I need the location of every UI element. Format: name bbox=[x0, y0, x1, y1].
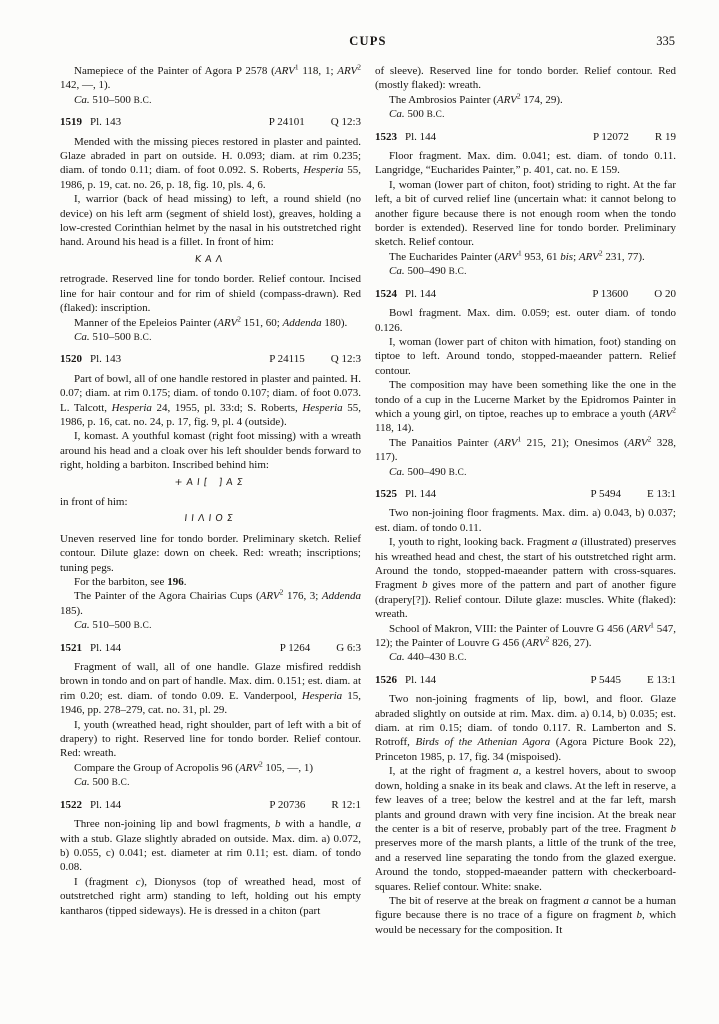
paragraph: I, youth (wreathed head, right shoulder, part of left with a bit of drapery) to right. Reserved line for tondo border. Relief contour. Red: wreath. bbox=[60, 718, 361, 760]
paragraph: I (fragment c), Dionysos (top of wreathed head, most of outstretched right arm) standing to left, holding out his empty kantharos (tipped sideways). He is dressed in a chiton (part bbox=[60, 875, 361, 917]
running-head bbox=[60, 34, 676, 51]
paragraph: Compare the Group of Acropolis 96 (ARV$^2$ 105, —, 1) bbox=[74, 759, 314, 774]
entry-inventory-number: P 5445 bbox=[590, 673, 621, 686]
entry-number: 1524 bbox=[375, 287, 397, 300]
paragraph: The bit of reserve at the break on fragment a cannot be a human figure because there is no trace of a figure on fragment b, which would be necessary for the composition. It bbox=[375, 894, 676, 936]
entry-header-1522 bbox=[60, 798, 361, 812]
paragraph: I, woman (lower part of chiton, foot) striding to right. At the far left, a bit of curved relief line (uncertain what: it cannot belong to another figure because there is not enough room when the tondo border is extended). Reserved line for tondo border. Preliminary sketch. Relief contour. bbox=[375, 178, 676, 249]
entry-plate-reference: Pl. 143 bbox=[90, 116, 122, 129]
two-column-layout bbox=[60, 64, 676, 937]
paragraph: Two non-joining fragments of lip, bowl, and floor. Glaze abraded slightly on outside at rim. Max. dim. a) 0.14, b) 0.035; est. diam. at rim 0.15; diam. of tondo 0.117. R. Lamberton and S. Rotroff, Birds of the Athenian Agora (Agora Picture Book 22), Princeton 1985, p. 17, fig. 34 (mispoised). bbox=[375, 693, 677, 763]
greek-inscription: ΚΑΛ bbox=[194, 253, 227, 265]
entry-plate-reference: Pl. 144 bbox=[405, 673, 437, 686]
entry-grid-reference: E 13:1 bbox=[646, 673, 676, 686]
entry-grid-reference: G 6:3 bbox=[336, 641, 361, 654]
entry-header-1524 bbox=[375, 287, 676, 301]
paragraph: Mended with the missing pieces restored in plaster and painted. Glaze abraded in part on outside. H. 0.093; diam. at rim 0.235; diam. of tondo 0.11; diam. of foot 0.092. S. Roberts, Hesperia 55, 1986, p. 19, cat. no. 26, p. 18, fig. 10, pls. 4, 6. bbox=[60, 135, 362, 191]
entry-grid-reference: Q 12:3 bbox=[330, 353, 361, 366]
date-line: Ca. 500–490 B.C. bbox=[389, 265, 467, 278]
entry-plate-reference: Pl. 143 bbox=[90, 353, 122, 366]
paragraph: Floor fragment. Max. dim. 0.041; est. diam. of tondo 0.11. Langridge, “Eucharides Painter,” p. 401, cat. no. E 159. bbox=[375, 150, 676, 177]
paragraph: The Panaitios Painter (ARV$^1$ 215, 21); Onesimos (ARV$^2$ 328, 117). bbox=[375, 434, 676, 464]
paragraph: I, warrior (back of head missing) to left, a round shield (no device) on his left arm (segment of shield lost), greaves, holding a low-crested Corinthian helmet by the nasal in his outstretched right hand. Around his head is a fillet. In front of him: bbox=[60, 193, 361, 249]
paragraph: Part of bowl, all of one handle restored in plaster and painted. H. 0.07; diam. at rim 0.175; diam. of tondo 0.107; diam. of foot 0.073. L. Talcott, Hesperia 24, 1955, pl. 33:d; S. Roberts, Hesperia 55, 1986, p. 16, cat. no. 24, p. 17, fig. 9, pl. 4 (outside). bbox=[60, 372, 361, 428]
entry-number: 1525 bbox=[375, 487, 397, 500]
paragraph: Bowl fragment. Max. dim. 0.059; est. outer diam. of tondo 0.126. bbox=[375, 307, 676, 334]
page-number: 335 bbox=[656, 34, 675, 48]
date-line: Ca. 500–490 B.C. bbox=[389, 465, 467, 478]
paragraph: The composition may have been something like the one in the tondo of a cup in the Lucerne Market by the Epidromos Painter in which a young girl, on tiptoe, reaches up to embrace a youth (ARV$^2$ 118, 14). bbox=[375, 379, 676, 435]
paragraph: I, woman (lower part of chiton with himation, foot) standing on tiptoe to left. Around tondo, stopped-maeander pattern. Relief contour. bbox=[375, 335, 676, 377]
paragraph: The Painter of the Agora Chairias Cups (ARV$^2$ 176, 3; Addenda 185). bbox=[60, 587, 361, 617]
entry-number: 1520 bbox=[60, 353, 82, 366]
entry-header-1526 bbox=[375, 673, 676, 687]
column-right bbox=[375, 64, 676, 937]
paragraph: Namepiece of the Painter of Agora P 2578 (ARV$^1$ 118, 1; ARV$^2$ 142, —, 1). bbox=[60, 62, 361, 92]
date-line: Ca. 500 B.C. bbox=[74, 776, 130, 789]
paragraph: in front of him: bbox=[60, 495, 128, 508]
entry-grid-reference: R 19 bbox=[654, 130, 676, 143]
paragraph: Uneven reserved line for tondo border. Preliminary sketch. Relief contour. Dilute glaze: down on cheek. Red: wreath; inscriptions; tuning pegs. bbox=[60, 532, 361, 574]
date-line: Ca. 510–500 B.C. bbox=[74, 93, 152, 106]
entry-inventory-number: P 5494 bbox=[590, 487, 621, 500]
entry-header-1521 bbox=[60, 641, 361, 655]
greek-inscription: +ΑΙ[ ]ΑΣ bbox=[173, 476, 248, 488]
entry-header-1523 bbox=[375, 130, 676, 144]
entry-header-1519 bbox=[60, 115, 361, 129]
entry-number: 1526 bbox=[375, 673, 397, 686]
entry-inventory-number: P 1264 bbox=[279, 641, 311, 654]
entry-number: 1521 bbox=[60, 641, 82, 654]
date-line: Ca. 510–500 B.C. bbox=[74, 330, 152, 343]
entry-plate-reference: Pl. 144 bbox=[405, 287, 437, 300]
entry-number: 1522 bbox=[60, 798, 82, 811]
paragraph: Fragment of wall, all of one handle. Glaze misfired reddish brown in tondo and on part of handle. Max. dim. 0.151; est. diam. at rim 0.20; est. diam. of tondo 0.09. E. Vanderpool, Hesperia 15, 1946, pp. 278–279, cat. no. 31, pl. 29. bbox=[60, 661, 362, 717]
entry-plate-reference: Pl. 144 bbox=[405, 130, 437, 143]
entry-header-1520 bbox=[60, 352, 361, 366]
entry-inventory-number: P 12072 bbox=[592, 130, 629, 143]
entry-grid-reference: Q 12:3 bbox=[330, 116, 361, 129]
paragraph: Two non-joining floor fragments. Max. dim. a) 0.043, b) 0.037; est. diam. of tondo 0.11. bbox=[375, 507, 676, 534]
paragraph: of sleeve). Reserved line for tondo border. Relief contour. Red (mostly flaked): wreath. bbox=[375, 65, 676, 92]
entry-plate-reference: Pl. 144 bbox=[90, 798, 122, 811]
date-line: Ca. 500 B.C. bbox=[389, 108, 445, 121]
entry-inventory-number: P 13600 bbox=[592, 287, 629, 300]
entry-plate-reference: Pl. 144 bbox=[405, 487, 437, 500]
paragraph: School of Makron, VIII: the Painter of Louvre G 456 (ARV$^1$ 547, 12); the Painter of Louvre G 456 (ARV$^2$ 826, 27). bbox=[375, 619, 677, 650]
entry-inventory-number: P 24101 bbox=[268, 116, 305, 129]
paragraph: For the barbiton, see 196. bbox=[74, 576, 187, 588]
paragraph: I, komast. A youthful komast (right foot missing) with a wreath around his head and a cloak over his left shoulder bends forward to right, holding a barbiton. Inscribed behind him: bbox=[60, 430, 361, 472]
entry-grid-reference: E 13:1 bbox=[646, 487, 676, 500]
paragraph: I, youth to right, looking back. Fragment a (illustrated) preserves his wreathed head and chest, the start of his outstretched right arm. Around the tondo, stopped-maeander pattern with cross-squares. Fragment b gives more of the pattern and part of another figure (drapery[?]). Relief contour. Dilute glaze: muscles. White (flaked): wreath. bbox=[375, 536, 676, 621]
paragraph: The Ambrosios Painter (ARV$^2$ 174, 29). bbox=[389, 91, 563, 106]
paragraph: The Eucharides Painter (ARV$^1$ 953, 61 bis; ARV$^2$ 231, 77). bbox=[389, 248, 645, 263]
entry-grid-reference: O 20 bbox=[654, 287, 676, 300]
entry-grid-reference: R 12:1 bbox=[331, 798, 361, 811]
paragraph: I, at the right of fragment a, a kestrel hovers, about to swoop down, holding a snake in its beak and claws. At the left in reserve, a few leaves of a tree; below the kestrel and at the far left, marsh plants and ground drawn with very fine incision. At the break near the center is a bit of reserve, probably part of the tree. Fragment b preserves more of the marsh plants, a little of the trunk of the tree, and a reserved line separating the tondo from the glazed exergue. Around the tondo, stopped-maeander pattern with checkerboard-squares. Relief contour. White: snake. bbox=[375, 765, 676, 893]
greek-inscription: ΙΙΛΙΟΣ bbox=[183, 513, 238, 525]
column-left bbox=[60, 64, 361, 918]
entry-number: 1519 bbox=[60, 116, 82, 129]
entry-plate-reference: Pl. 144 bbox=[90, 641, 122, 654]
date-line: Ca. 440–430 B.C. bbox=[389, 651, 467, 664]
page-title: CUPS bbox=[349, 34, 387, 48]
paragraph: retrograde. Reserved line for tondo border. Relief contour. Incised line for hair contour and for rim of shield (compass-drawn). Red (flaked): inscription. bbox=[60, 273, 361, 315]
paragraph: Three non-joining lip and bowl fragments, b with a handle, a with a stub. Glaze slightly abraded on outside. Max. dim. a) 0.072, b) 0.055, c) 0.041; est. diameter at rim 0.11; est. diam. of tondo 0.08. bbox=[60, 818, 361, 874]
paragraph: Manner of the Epeleios Painter (ARV$^2$ 151, 60; Addenda 180). bbox=[74, 313, 348, 329]
entry-header-1525 bbox=[375, 487, 676, 501]
entry-number: 1523 bbox=[375, 130, 397, 143]
entry-inventory-number: P 20736 bbox=[269, 798, 306, 811]
date-line: Ca. 510–500 B.C. bbox=[74, 619, 152, 632]
entry-inventory-number: P 24115 bbox=[269, 353, 305, 366]
